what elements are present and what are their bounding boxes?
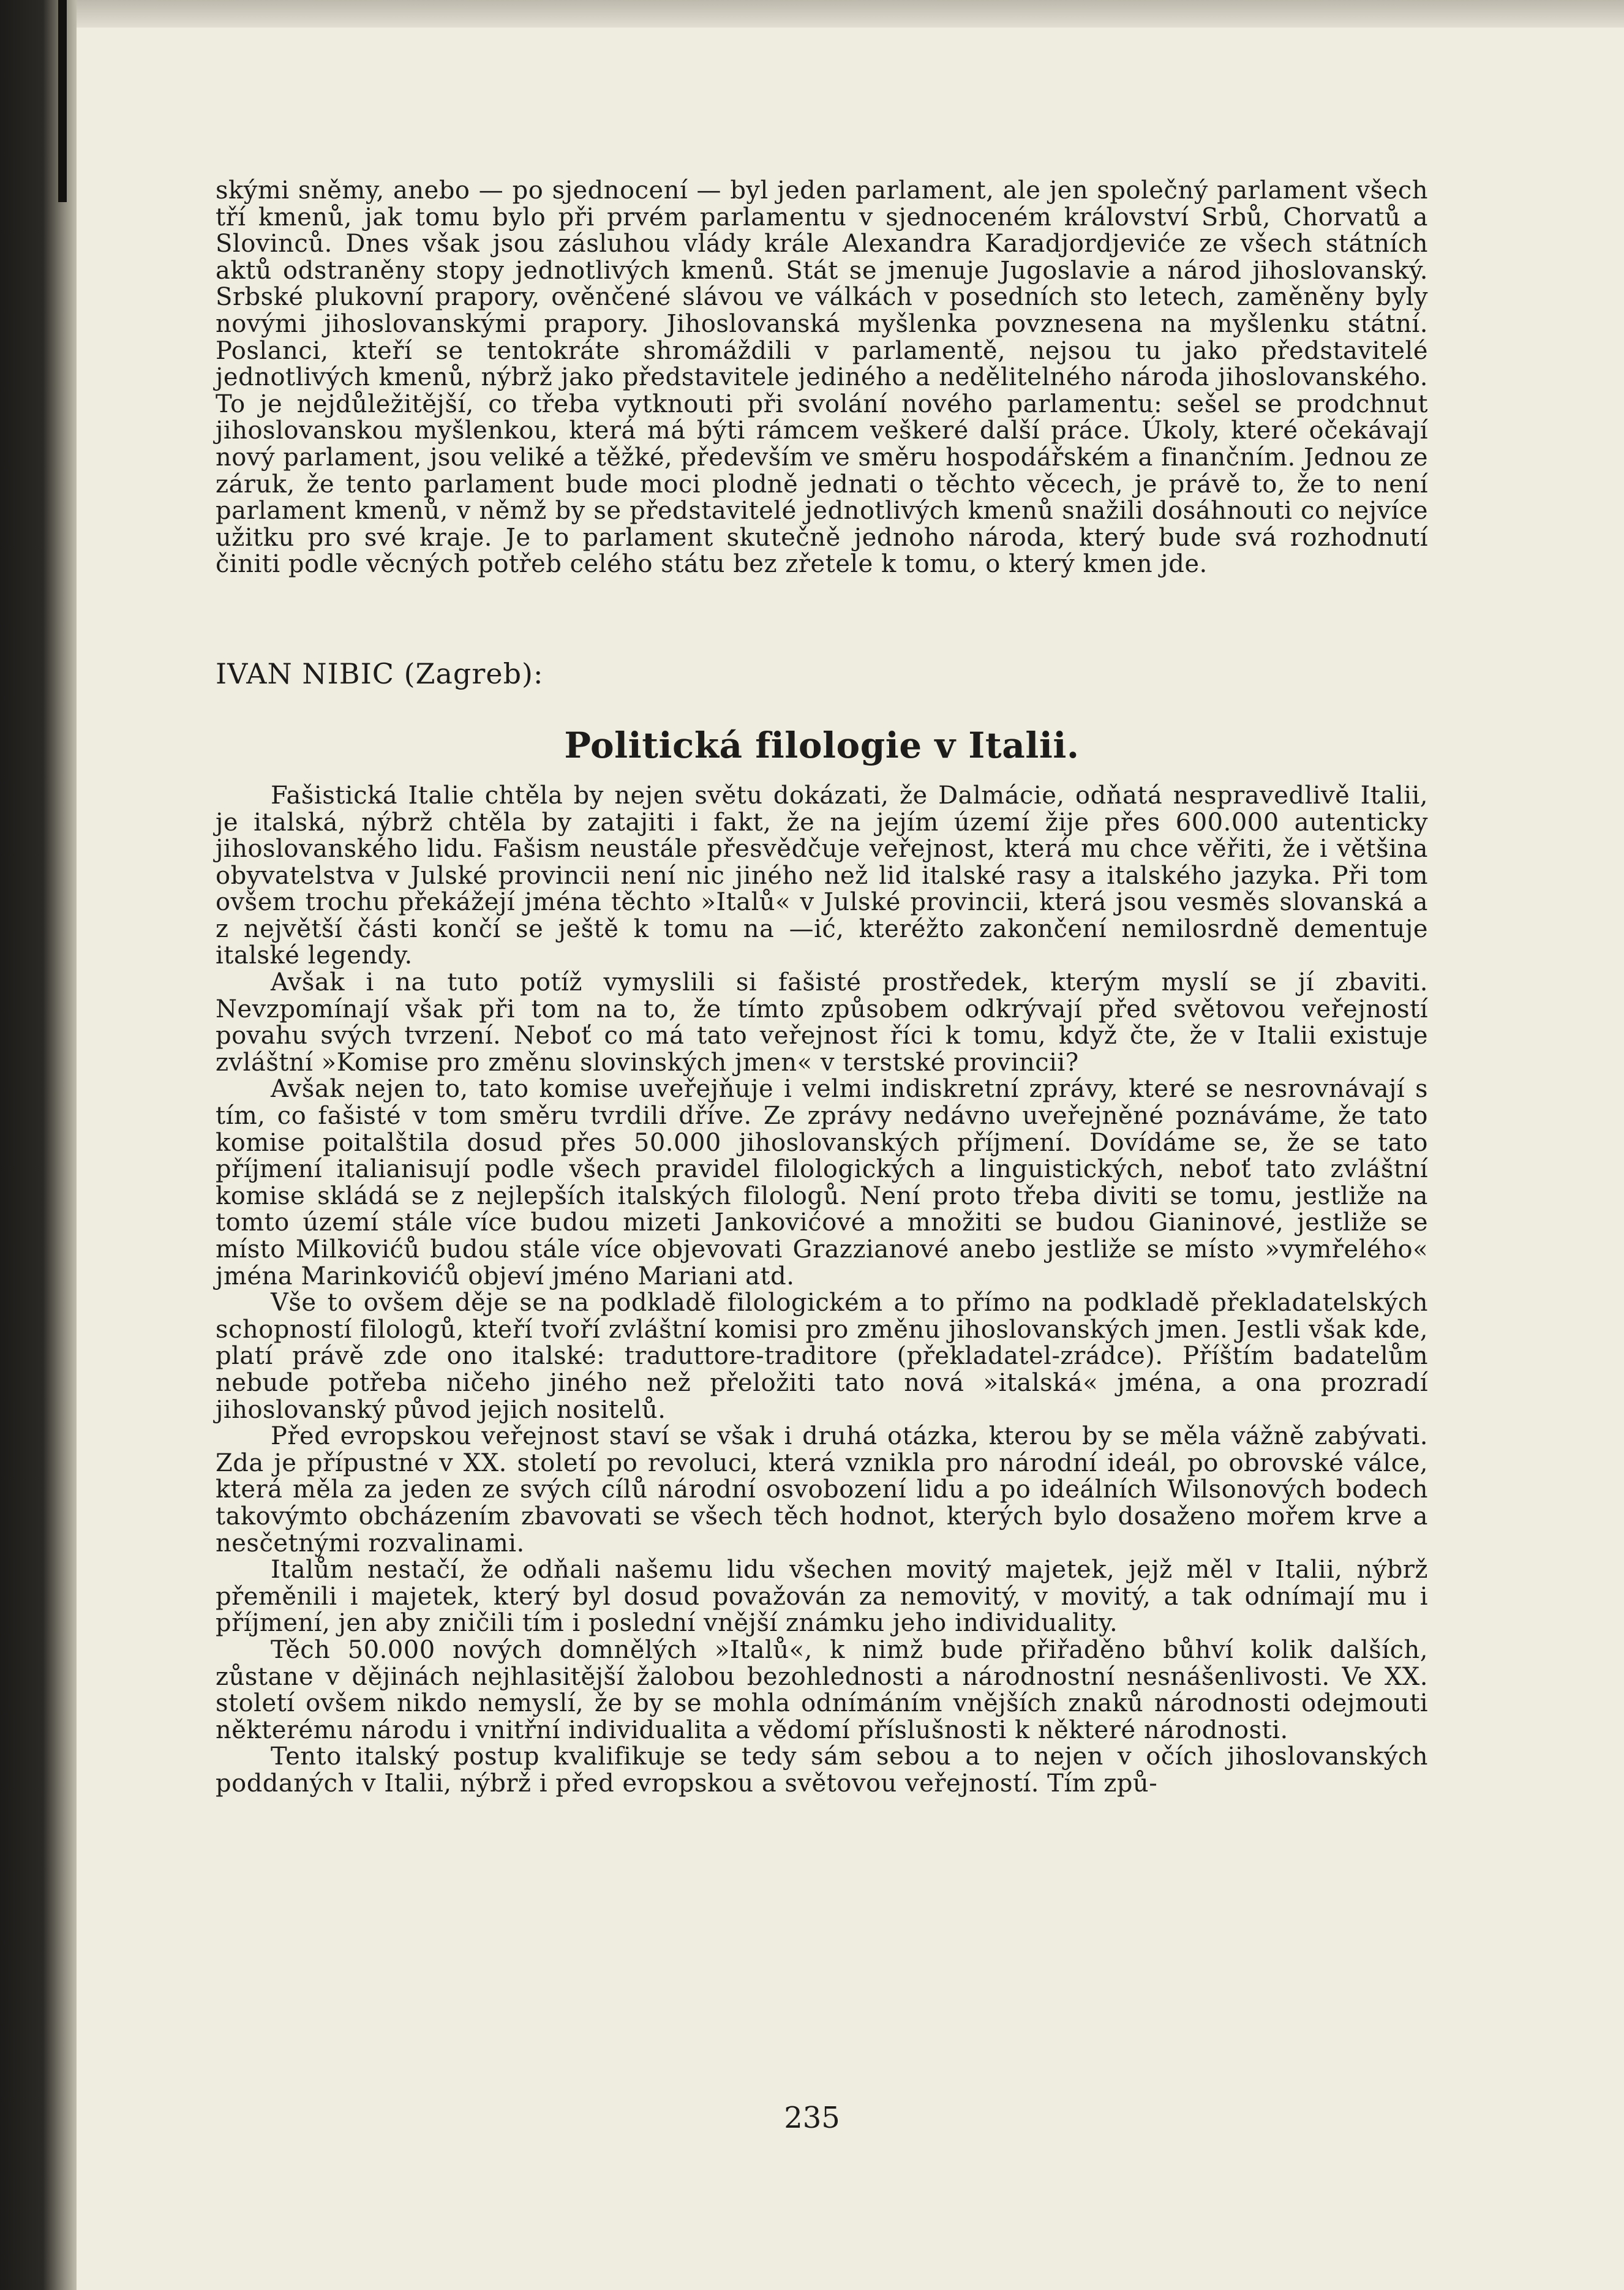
intro-paragraph: skými sněmy, anebo — po sjednocení — byl jeden parlament, ale jen společný parlament všech tří kmenů, jak tomu bylo při prvém parlamentu v sjednoceném království Srbů, Chorvatů a Slovinců. Dnes však jsou zásluhou vlády krále Alexandra Karadjordjeviće ze všech státních aktů odstraněny stopy jednotlivých kmenů. Stát se jmenuje Jugoslavie a národ jihoslovanský. Srbské plukovní prapory, ověnčené slávou ve válkách v posedních sto letech, zaměněny byly novými jihoslovanskými prapory. Jihoslovanská myšlenka povznesena na myšlenku státní. Poslanci, kteří se tentokráte shromáždili v parlamentě, nejsou tu jako představitelé jednotlivých kmenů, nýbrž jako představitele jediného a nedělitelného národa jihoslovanského. To je nejdůležitější, co třeba vytknouti při svolání nového parlamentu: sešel se prodchnut jihoslovanskou myšlenkou, která má býti rámcem veškeré další práce. Úkoly, které očekávají nový parlament, jsou veliké a těžké, především ve směru hospodářském a finančním. Jednou ze záruk, že tento parlament bude moci plodně jednati o těchto věcech, je právě to, že to není parlament kmenů, v němž by se představitelé jednotlivých kmenů snažili dosáhnouti co nejvíce užitku pro své kraje. Je to parlament skutečně jednoho národa, který bude svá rozhodnutí činiti podle věcných potřeb celého státu bez zřetele k tomu, o který kmen jde. bbox=[216, 176, 1428, 579]
article-paragraph: Italům nestačí, že odňali našemu lidu všechen movitý majetek, jejž měl v Italii, nýbrž přeměnili i majetek, který byl dosud považován za nemovitý, v movitý, a tak odnímají mu i příjmení, jen aby zničili tím i poslední vnější známku jeho individuality. bbox=[216, 1556, 1428, 1638]
article-paragraph: Před evropskou veřejnost staví se však i druhá otázka, kterou by se měla vážně zabývati. Zda je přípustné v XX. století po revoluci, která vznikla pro národní ideál, po obrovské válce, která měla za jeden ze svých cílů národní osvobození lidu a po ideálních Wilsonových bodech takovýmto obcházením zbavovati se všech těch hodnot, kterých bylo dosaženo mořem krve a nesčetnými rozvalinami. bbox=[216, 1422, 1428, 1557]
article-paragraph: Avšak i na tuto potíž vymyslili si fašisté prostředek, kterým myslí se jí zbaviti. Nevzpomínají však při tom na to, že tímto způsobem odkrývají před světovou veřejností povahu svých tvrzení. Neboť co má tato veřejnost říci k tomu, když čte, že v Italii existuje zvláštní »Komise pro změnu slovinských jmen« v terstské provincii? bbox=[216, 968, 1428, 1077]
article-paragraph: Vše to ovšem děje se na podkladě filologickém a to přímo na podkladě překladatelských schopností filologů, kteří tvoří zvláštní komisi pro změnu jihoslovanských jmen. Jestli však kde, platí právě zde ono italské: traduttore-traditore (překladatel-zrádce). Příštím badatelům nebude potřeba ničeho jiného než přeložiti tato nová »italská« jména, a ona prozradí jihoslovanský původ jejich nositelů. bbox=[216, 1289, 1428, 1424]
article-paragraph: Avšak nejen to, tato komise uveřejňuje i velmi indiskretní zprávy, které se nesrovnávají s tím, co fašisté v tom směru tvrdili dříve. Ze zprávy nedávno uveřejněné poznáváme, že tato komise poitalštila dosud přes 50.000 jihoslovanských příjmení. Dovídáme se, že se tato příjmení italianisují podle všech pravidel filologických a linguistických, neboť tato zvláštní komise skládá se z nejlepších italských filologů. Není proto třeba diviti se tomu, jestliže na tomto území stále více budou mizeti Jankovićové a množiti se budou Gianinové, jestliže se místo Milkovićů budou stále více objevovati Grazzianové anebo jestliže se místo »vymřelého« jména Marinkovićů objeví jméno Mariani atd. bbox=[216, 1075, 1428, 1290]
page-content bbox=[216, 178, 1428, 1797]
article-title: Politická filologie v Italii. bbox=[564, 724, 1080, 766]
book-binding-edge bbox=[0, 0, 83, 2290]
page-top-edge bbox=[77, 0, 1624, 28]
article-paragraph: Fašistická Italie chtěla by nejen světu dokázati, že Dalmácie, odňatá nespravedlivě Italii, je italská, nýbrž chtěla by zatajiti i fakt, že na jejím území žije přes 600.000 autenticky jihoslovanského lidu. Fašism neustále přesvědčuje veřejnost, která mu chce věřiti, že i většina obyvatelstva v Julské provincii není nic jiného než lid italské rasy a italského jazyka. Při tom ovšem trochu překážejí jména těchto »Italů« v Julské provincii, která jsou vesměs slovanská a z největší části končí se ještě k tomu na —ić, kteréžto zakončení nemilosrdně dementuje italské legendy. bbox=[216, 781, 1428, 970]
page-number: 235 bbox=[784, 2101, 840, 2135]
article-paragraph: Těch 50.000 nových domnělých »Italů«, k nimž bude přiřaděno bůhví kolik dalších, zůstane v dějinách nejhlasitější žalobou bezohlednosti a národnostní nesnášenlivosti. Ve XX. století ovšem nikdo nemyslí, že by se mohla odnímáním vnějších znaků národnosti odejmouti některému národu i vnitřní individualita a vědomí příslušnosti k některé národnosti. bbox=[216, 1635, 1428, 1744]
article-author: IVAN NIBIC (Zagreb): bbox=[216, 657, 544, 690]
article-paragraph: Tento italský postup kvalifikuje se tedy sám sebou a to nejen v očích jihoslovanských poddaných v Italii, nýbrž i před evropskou a světovou veřejností. Tím způ- bbox=[216, 1742, 1428, 1798]
